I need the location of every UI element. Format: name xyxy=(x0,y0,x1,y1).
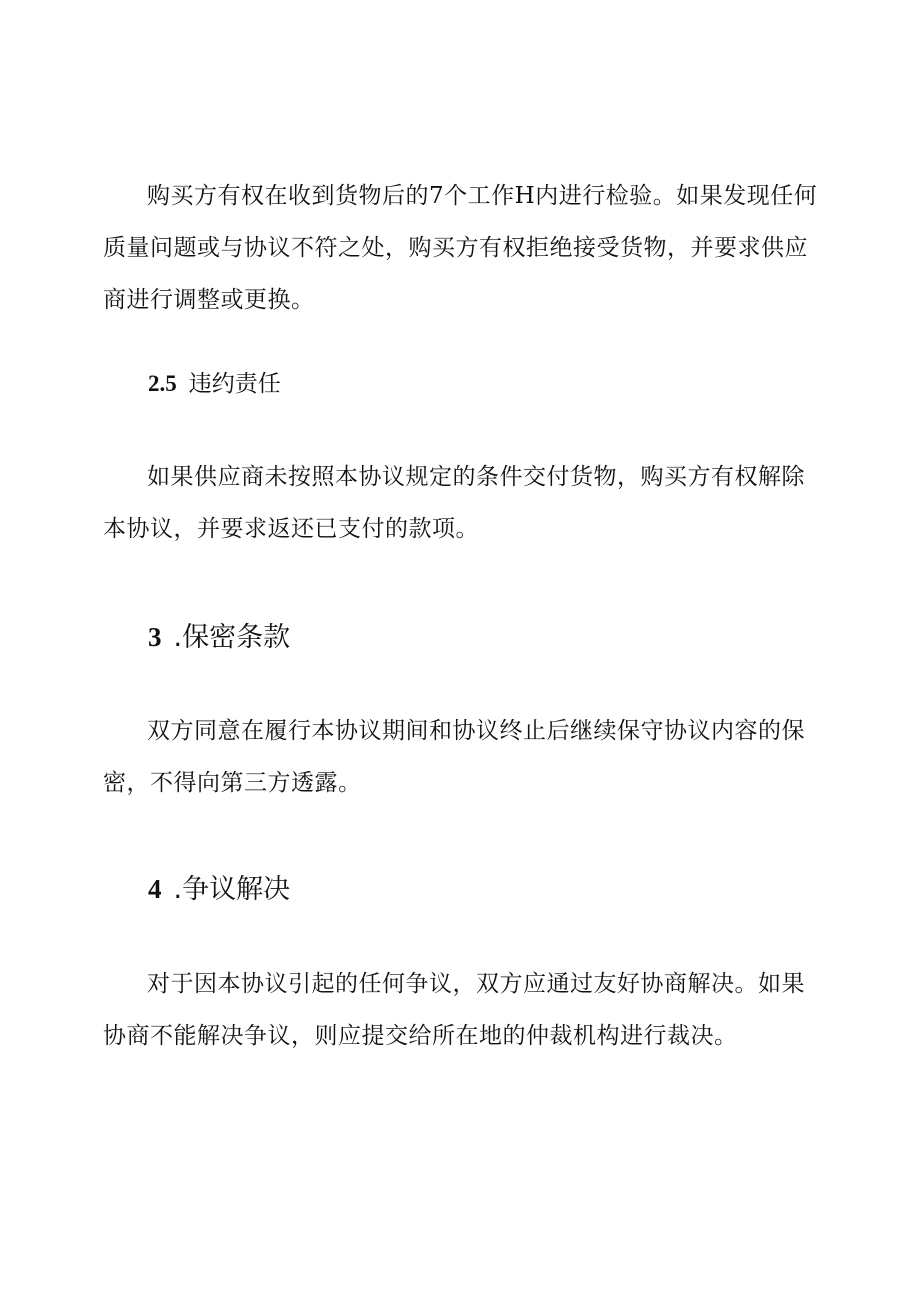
breach-paragraph: 如果供应商未按照本协议规定的条件交付货物，购买方有权解除本协议，并要求返还已支付的款项。 xyxy=(103,464,805,542)
inspection-paragraph: 购买方有权在收到货物后的7个工作H内进行检验。如果发现任何质量问题或与协议不符之处，购买方有权拒绝接受货物，并要求供应商进行调整或更换。 xyxy=(103,183,818,313)
section-4-number: 4 xyxy=(148,874,162,904)
section-2-5-title: 违约责任 xyxy=(188,371,281,397)
section-3-heading xyxy=(148,620,290,655)
section-3-number: 3 xyxy=(148,622,162,652)
section-4-title: .争议解决 xyxy=(173,874,291,905)
dispute-paragraph: 对于因本协议引起的任何争议，双方应通过友好协商解决。如果协商不能解决争议，则应提交给所在地的仲裁机构进行裁决。 xyxy=(103,971,805,1049)
confidentiality-paragraph: 双方同意在履行本协议期间和协议终止后继续保守协议内容的保密，不得向第三方透露。 xyxy=(103,718,805,796)
section-4-heading xyxy=(148,872,290,907)
section-2-5-heading xyxy=(148,369,281,399)
section-2-5-number: 2.5 xyxy=(148,371,177,396)
section-3-title: .保密条款 xyxy=(173,622,291,653)
